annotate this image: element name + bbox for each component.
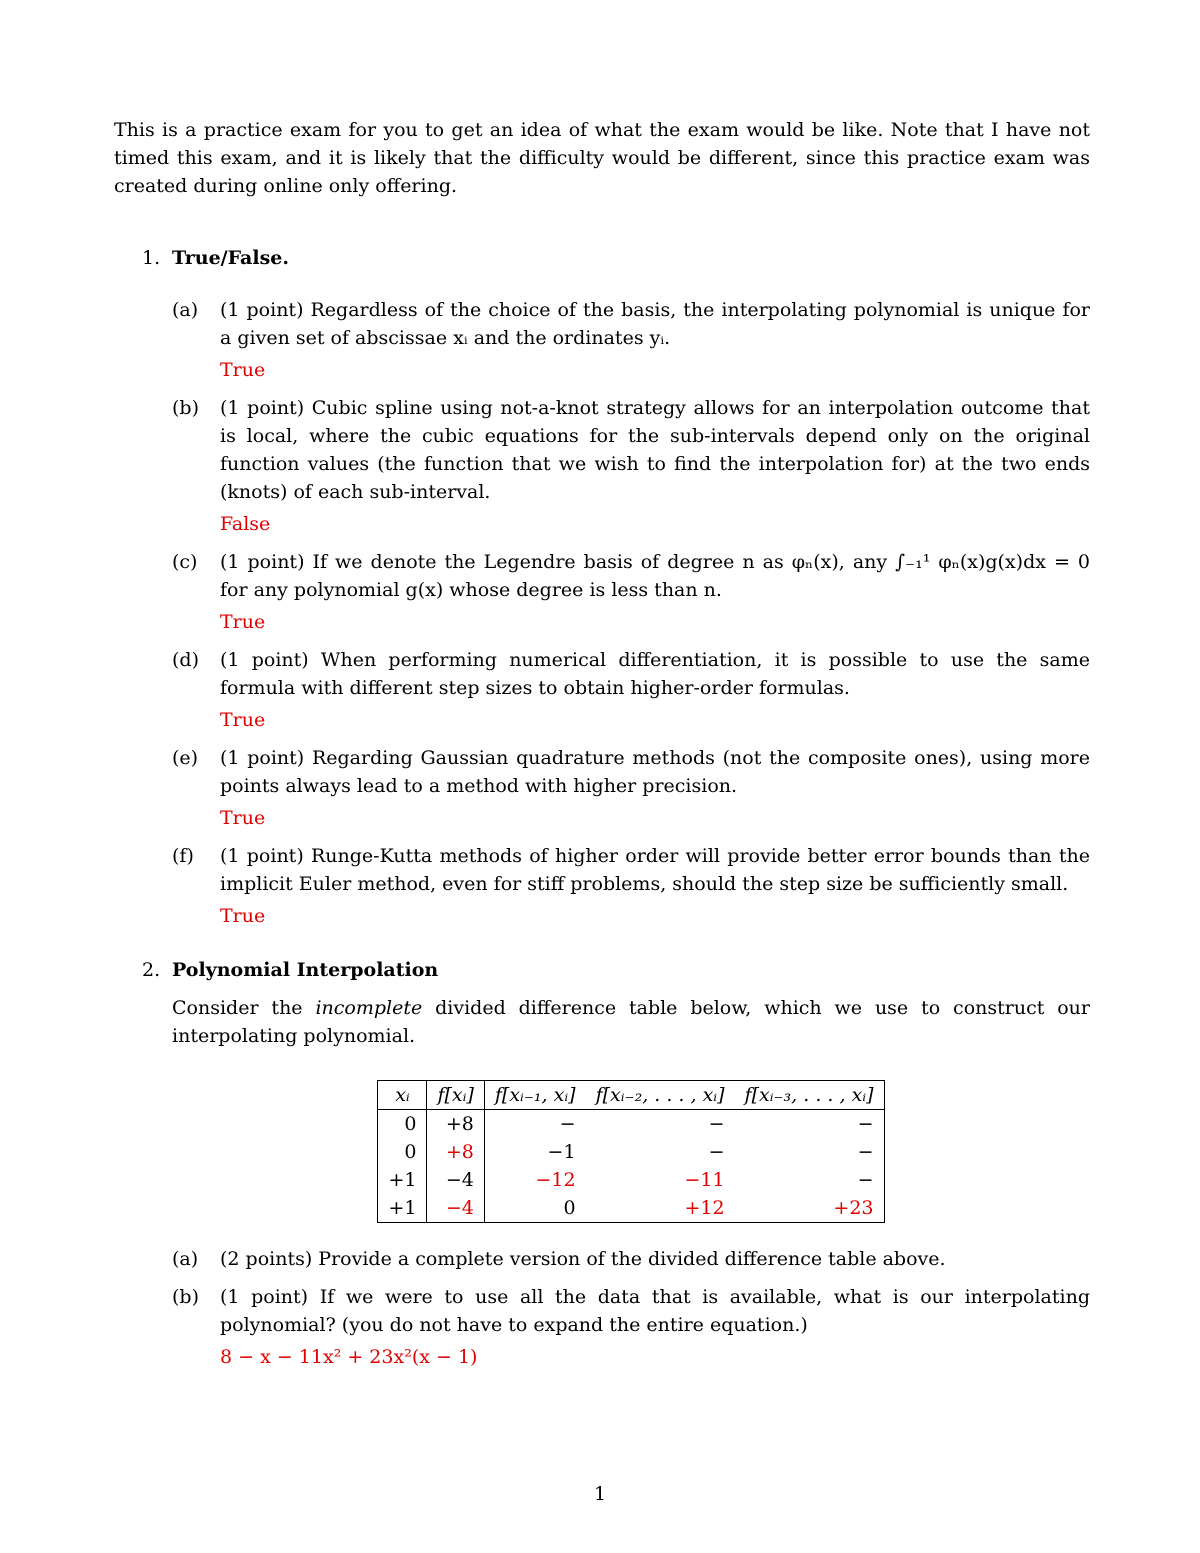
q2-item-a: [172, 1245, 1090, 1273]
table-cell-answer: −4: [427, 1194, 484, 1223]
question-2: [114, 956, 1090, 1371]
divided-difference-table-wrap: [172, 1080, 1090, 1223]
table-cell: 0: [378, 1138, 427, 1166]
table-cell: 0: [563, 1197, 576, 1219]
q1-item-f: [172, 842, 1090, 930]
table-cell: −: [708, 1141, 725, 1163]
header-xi: xᵢ: [378, 1081, 427, 1110]
header-fxi: f[xᵢ]: [427, 1081, 484, 1110]
q1-item-a-text: (1 point) Regardless of the choice of the basis, the interpolating polynomial is unique for a given set of abscissae xᵢ and the ordinates yᵢ.: [220, 299, 1090, 349]
q1-item-f-answer: True: [220, 905, 266, 927]
q1-item-b-text: (1 point) Cubic spline using not-a-knot strategy allows for an interpolation outcome that is local, where the cubic equations for the sub-intervals depend only on the original function values (the function that we wish to find the interpolation for) at the two ends (knots) of each sub-interval.: [220, 397, 1090, 503]
q2-item-a-label: (a): [172, 1248, 199, 1270]
table-cell-answer: +23: [833, 1197, 874, 1219]
table-cell: −: [708, 1113, 725, 1135]
q1-item-e-answer: True: [220, 807, 266, 829]
table-cell: +1: [378, 1194, 427, 1223]
question-1: [114, 244, 1090, 930]
table-cell: −4: [427, 1166, 484, 1194]
q1-item-b: [172, 394, 1090, 538]
q1-item-d-answer: True: [220, 709, 266, 731]
q2-intro-before: Consider the: [172, 997, 316, 1019]
table-cell: +8: [427, 1110, 484, 1139]
q1-item-d: [172, 646, 1090, 734]
table-cell-answer: +8: [427, 1138, 484, 1166]
header-first-difference: f[xᵢ₋₁, xᵢ]: [484, 1081, 585, 1110]
table-cell: +1: [378, 1166, 427, 1194]
q1-item-c: [172, 548, 1090, 636]
question-1-title: True/False.: [172, 247, 289, 269]
question-2-number: 2.: [142, 959, 161, 981]
q2-intro: [172, 994, 1090, 1050]
q2-item-b-label: (b): [172, 1286, 199, 1308]
header-third-difference: f[xᵢ₋₃, . . . , xᵢ]: [735, 1081, 884, 1110]
q1-item-b-label: (b): [172, 397, 199, 419]
q1-item-e-label: (e): [172, 747, 199, 769]
q1-item-a-label: (a): [172, 299, 199, 321]
question-2-title: Polynomial Interpolation: [172, 959, 439, 981]
table-cell: −: [559, 1113, 576, 1135]
table-cell-answer: −12: [535, 1169, 576, 1191]
q1-item-f-label: (f): [172, 845, 194, 867]
q1-item-d-text: (1 point) When performing numerical differentiation, it is possible to use the same formula with different step sizes to obtain higher-order formulas.: [220, 649, 1090, 699]
q2-intro-emphasis: incomplete: [315, 997, 423, 1019]
table-cell-answer: +12: [684, 1197, 725, 1219]
table-cell: −: [857, 1169, 874, 1191]
table-row: [378, 1138, 884, 1166]
q1-item-c-answer: True: [220, 611, 266, 633]
divided-difference-table: [377, 1080, 884, 1223]
q1-item-f-text: (1 point) Runge-Kutta methods of higher order will provide better error bounds than the implicit Euler method, even for stiff problems, should the step size be sufficiently small.: [220, 845, 1090, 895]
table-header-row: [378, 1081, 884, 1110]
q1-item-e: [172, 744, 1090, 832]
q1-item-c-label: (c): [172, 551, 198, 573]
q1-item-a: [172, 296, 1090, 384]
table-cell: −: [857, 1113, 874, 1135]
q2-item-b: [172, 1283, 1090, 1371]
question-1-number: 1.: [142, 247, 161, 269]
q2-item-b-text: (1 point) If we were to use all the data that is available, what is our interpolating polynomial? (you do not have to expand the entire equation.): [220, 1286, 1090, 1336]
q2-item-b-answer: 8 − x − 11x² + 23x²(x − 1): [220, 1346, 478, 1368]
intro-paragraph: This is a practice exam for you to get an idea of what the exam would be like. Note that I have not timed this exam, and it is likely that the difficulty would be different, since this practice exam was created during online only offering.: [114, 119, 1090, 197]
table-cell: −1: [547, 1141, 576, 1163]
header-second-difference: f[xᵢ₋₂, . . . , xᵢ]: [586, 1081, 735, 1110]
table-cell: 0: [378, 1110, 427, 1139]
table-row: [378, 1194, 884, 1223]
q2-intro-after: divided difference table below, which we use to construct our interpolating polynomial.: [172, 997, 1091, 1047]
table-row: [378, 1166, 884, 1194]
table-cell-answer: −11: [684, 1169, 725, 1191]
table-cell: −: [857, 1141, 874, 1163]
q1-item-a-answer: True: [220, 359, 266, 381]
q1-item-e-text: (1 point) Regarding Gaussian quadrature methods (not the composite ones), using more points always lead to a method with higher precision.: [220, 747, 1090, 797]
q1-item-b-answer: False: [220, 513, 271, 535]
exam-page: [114, 116, 1090, 1371]
q1-item-c-text: (1 point) If we denote the Legendre basis of degree n as φₙ(x), any ∫₋₁¹ φₙ(x)g(x)dx = 0 for any polynomial g(x) whose degree is less than n.: [220, 551, 1090, 601]
q2-item-a-text: (2 points) Provide a complete version of the divided difference table above.: [220, 1248, 946, 1270]
page-number: 1: [593, 1483, 607, 1505]
table-row: [378, 1110, 884, 1139]
q1-item-d-label: (d): [172, 649, 199, 671]
